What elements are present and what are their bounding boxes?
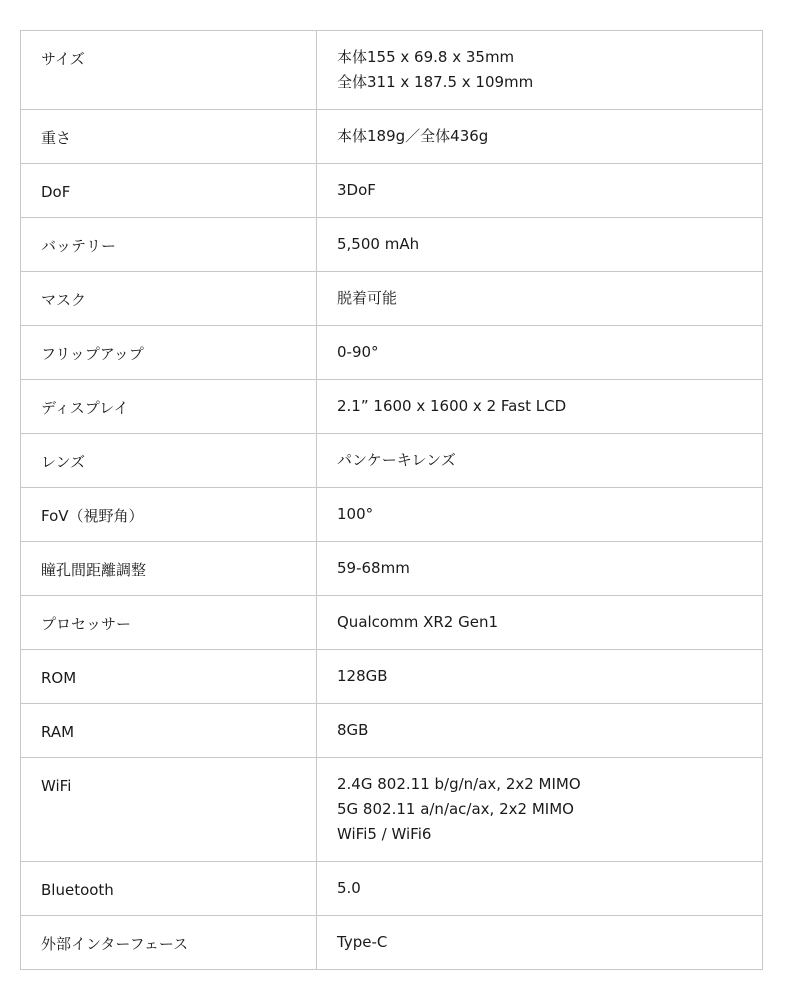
spec-value-line: 59-68mm [337, 559, 410, 577]
spec-value [317, 110, 762, 163]
spec-row-wifi [21, 758, 762, 862]
spec-label: マスク [21, 272, 317, 325]
spec-label: 外部インターフェース [21, 916, 317, 969]
spec-label: RAM [21, 704, 317, 757]
spec-value-line: 0-90° [337, 343, 379, 361]
spec-value-line: 5,500 mAh [337, 235, 420, 253]
spec-label: Bluetooth [21, 862, 317, 915]
spec-value [317, 326, 762, 379]
spec-value-line: Qualcomm XR2 Gen1 [337, 613, 499, 631]
spec-label: プロセッサー [21, 596, 317, 649]
spec-value-line: 本体189g／全体436g [337, 127, 489, 145]
spec-value-line: 全体311 x 187.5 x 109mm [337, 73, 534, 91]
spec-row-ram [21, 704, 762, 758]
spec-row-size [21, 31, 762, 110]
spec-value-line: 5.0 [337, 879, 361, 897]
spec-label: WiFi [21, 758, 317, 861]
spec-value-line: 3DoF [337, 181, 376, 199]
spec-value [317, 488, 762, 541]
spec-row-bluetooth [21, 862, 762, 916]
spec-row-weight [21, 110, 762, 164]
spec-value-line: Type-C [337, 933, 388, 951]
spec-value [317, 596, 762, 649]
spec-value-line: 2.4G 802.11 b/g/n/ax, 2x2 MIMO [337, 775, 581, 793]
spec-value [317, 272, 762, 325]
spec-value-line: WiFi5 / WiFi6 [337, 825, 432, 843]
spec-value [317, 704, 762, 757]
spec-label: ROM [21, 650, 317, 703]
spec-row-battery [21, 218, 762, 272]
spec-value-line: 128GB [337, 667, 388, 685]
spec-value [317, 164, 762, 217]
spec-value [317, 758, 762, 861]
spec-table [20, 30, 763, 970]
spec-value-line: 脱着可能 [337, 289, 398, 307]
spec-value-line: 本体155 x 69.8 x 35mm [337, 48, 515, 66]
spec-row-lens [21, 434, 762, 488]
spec-value-line: 8GB [337, 721, 369, 739]
spec-row-processor [21, 596, 762, 650]
spec-value-line: 5G 802.11 a/n/ac/ax, 2x2 MIMO [337, 800, 574, 818]
spec-value [317, 434, 762, 487]
spec-value-line: パンケーキレンズ [337, 451, 456, 469]
spec-value-line: 2.1” 1600 x 1600 x 2 Fast LCD [337, 397, 567, 415]
spec-value [317, 380, 762, 433]
spec-value [317, 218, 762, 271]
spec-label: ディスプレイ [21, 380, 317, 433]
spec-label: FoV（視野角） [21, 488, 317, 541]
spec-row-fov [21, 488, 762, 542]
spec-label: 重さ [21, 110, 317, 163]
spec-row-display [21, 380, 762, 434]
spec-row-external-interface [21, 916, 762, 970]
spec-label: サイズ [21, 31, 317, 109]
spec-row-ipd [21, 542, 762, 596]
spec-value [317, 862, 762, 915]
spec-row-mask [21, 272, 762, 326]
spec-label: 瞳孔間距離調整 [21, 542, 317, 595]
spec-label: レンズ [21, 434, 317, 487]
spec-label: バッテリー [21, 218, 317, 271]
spec-value-line: 100° [337, 505, 374, 523]
spec-row-flip-up [21, 326, 762, 380]
spec-value [317, 31, 762, 109]
spec-label: DoF [21, 164, 317, 217]
spec-value [317, 650, 762, 703]
spec-row-rom [21, 650, 762, 704]
spec-value [317, 916, 762, 969]
spec-row-dof [21, 164, 762, 218]
spec-value [317, 542, 762, 595]
spec-label: フリップアップ [21, 326, 317, 379]
